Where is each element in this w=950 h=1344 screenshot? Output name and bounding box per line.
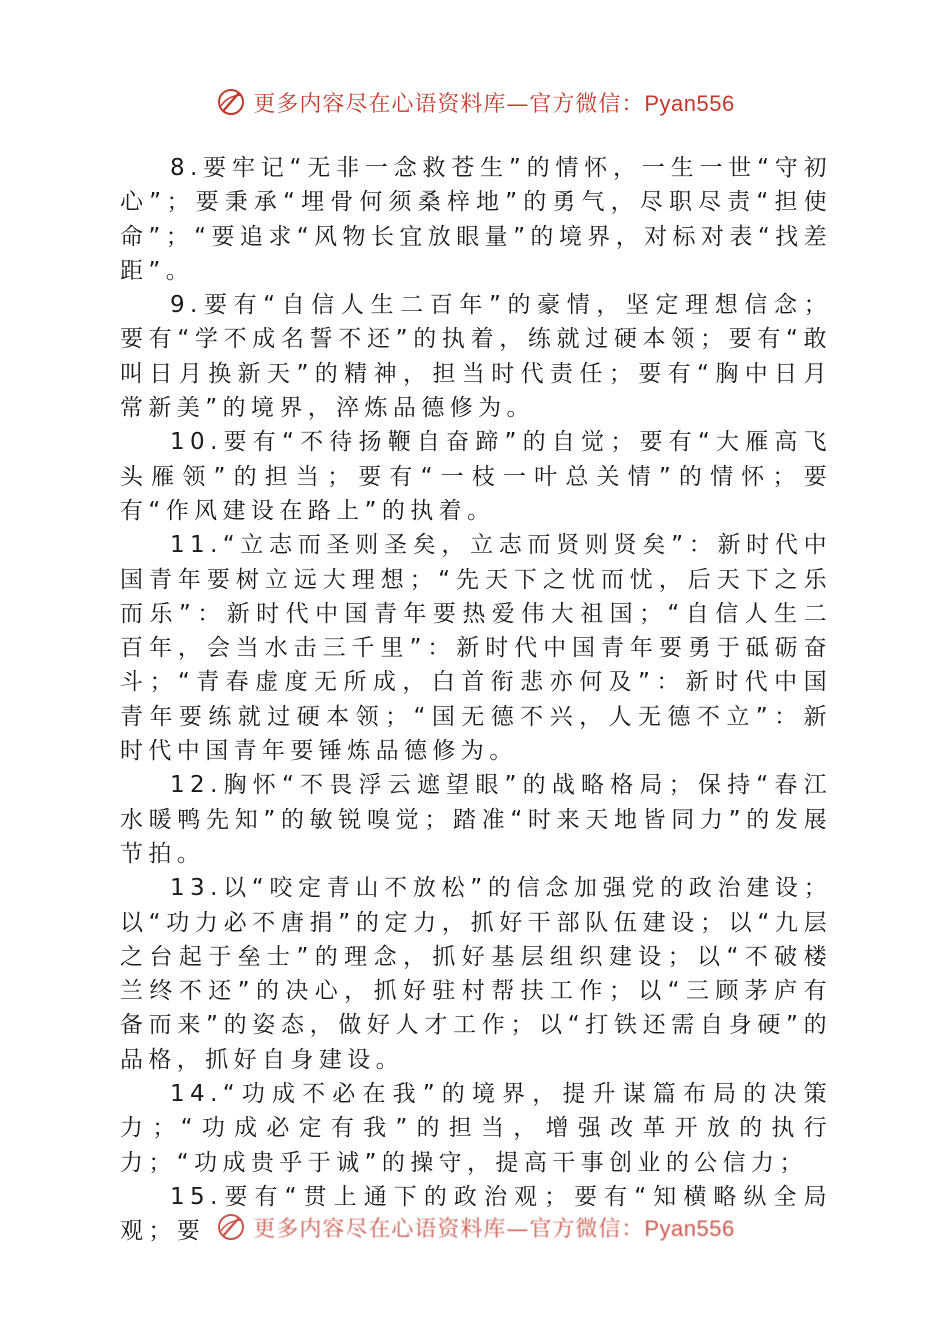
paragraph-14: 14.“功成不必在我”的境界，提升谋篇布局的决策力；“功成必定有我”的担当，增强改革开放的执行力；“功成贵乎于诚”的操守，提高干事创业的公信力； bbox=[120, 1081, 832, 1176]
paragraph-9: 9.要有“自信人生二百年”的豪情，坚定理想信念；要有“学不成名誓不还”的执着，练就过硬本领；要有“敢叫日月换新天”的精神，担当时代责任；要有“胸中日月常新美”的境界，淬炼品德修为。 bbox=[120, 292, 832, 422]
paragraph-12: 12.胸怀“不畏浮云遮望眼”的战略格局；保持“春江水暖鸭先知”的敏锐嗅觉；踏准“时来天地皆同力”的发展节拍。 bbox=[120, 772, 832, 867]
paragraph-11: 11.“立志而圣则圣矣，立志而贤则贤矣”：新时代中国青年要树立远大理想；“先天下之忧而忧，后天下之乐而乐”：新时代中国青年要热爱伟大祖国；“自信人生二百年，会当水击三千里”：新时代中国青年要勇于砥砺奋斗；“青春虚度无所成，白首衔悲亦何及”：新时代中国青年要练就过硬本领；“国无德不兴，人无德不立”：新时代中国青年要锤炼品德修为。 bbox=[120, 532, 832, 765]
paragraph-10: 10.要有“不待扬鞭自奋蹄”的自觉；要有“大雁高飞头雁领”的担当；要有“一枝一叶总关情”的情怀；要有“作风建设在路上”的执着。 bbox=[120, 429, 832, 524]
paragraph-13: 13.以“咬定青山不放松”的信念加强党的政治建设；以“功力必不唐捐”的定力，抓好干部队伍建设；以“九层之台起于垒士”的理念，抓好基层组织建设；以“不破楼兰终不还”的决心，抓好驻村帮扶工作；以“三顾茅庐有备而来”的姿态，做好人才工作；以“打铁还需自身硬”的品格，抓好自身建设。 bbox=[120, 875, 832, 1073]
watermark-text-footer: 更多内容尽在心语资料库—官方微信：Pyan556 bbox=[253, 1215, 735, 1242]
document-body bbox=[120, 151, 832, 1249]
pen-circle-logo-icon bbox=[215, 86, 247, 118]
watermark-text: 更多内容尽在心语资料库—官方微信：Pyan556 bbox=[253, 90, 735, 117]
paragraph-8: 8.要牢记“无非一念救苍生”的情怀，一生一世“守初心”；要秉承“埋骨何须桑梓地”的勇气，尽职尽责“担使命”；“要追求“风物长宜放眼量”的境界，对标对表“找差距”。 bbox=[120, 155, 832, 284]
footer-watermark bbox=[0, 1207, 950, 1247]
paragraph-15: 15.要有“贯上通下的政治观；要有“知横略纵全局观；要 bbox=[120, 1183, 832, 1245]
header-watermark bbox=[0, 82, 950, 122]
pen-circle-logo-icon bbox=[215, 1211, 247, 1243]
